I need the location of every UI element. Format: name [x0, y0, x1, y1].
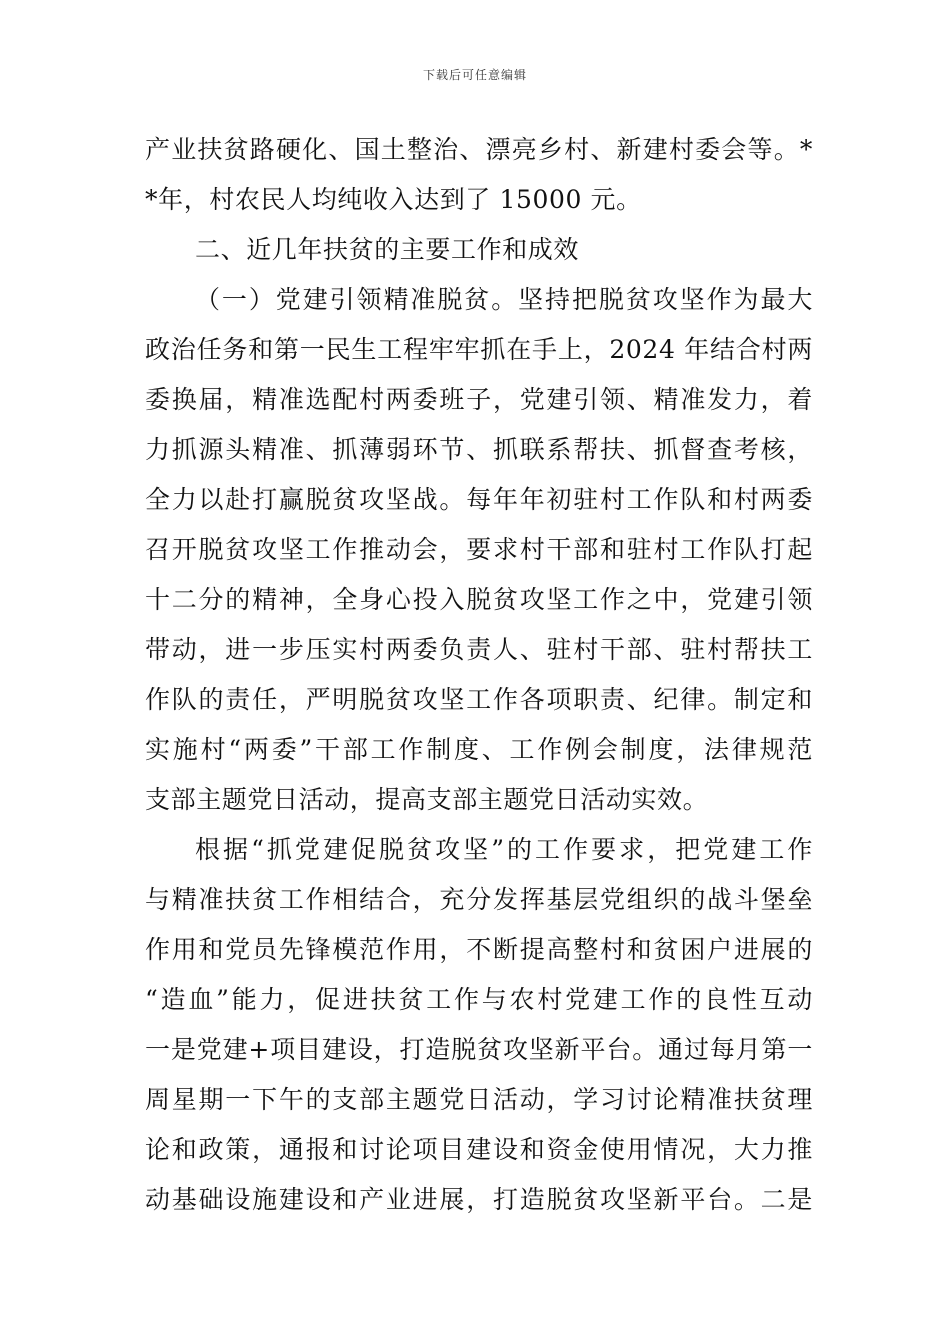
body-line-14: 支部主题党日活动，提高支部主题党日活动实效。 — [145, 785, 709, 814]
body-line-16: 与精准扶贫工作相结合，充分发挥基层党组织的战斗堡垒 — [145, 885, 813, 914]
body-line-7: 力抓源头精准、抓薄弱环节、抓联系帮扶、抓督查考核， — [145, 435, 813, 464]
body-line-12: 作队的责任，严明脱贫攻坚工作各项职责、纪律。制定和 — [145, 685, 813, 714]
body-line-9: 召开脱贫攻坚工作推动会，要求村干部和驻村工作队打起 — [145, 535, 813, 564]
body-line-22: 动基础设施建设和产业进展，打造脱贫攻坚新平台。二是 — [145, 1185, 813, 1214]
body-line-13: 实施村“两委”干部工作制度、工作例会制度，法律规范 — [145, 735, 813, 764]
body-line-4: （一）党建引领精准脱贫。坚持把脱贫攻坚作为最大 — [195, 285, 813, 314]
header-note: 下载后可任意编辑 — [422, 68, 527, 82]
body-line-6: 委换届，精准选配村两委班子，党建引领、精准发力，着 — [145, 385, 813, 414]
body-line-21: 论和政策，通报和讨论项目建设和资金使用情况，大力推 — [145, 1135, 813, 1164]
body-line-18: “造血”能力，促进扶贫工作与农村党建工作的良性互动 — [145, 985, 813, 1014]
body-line-10: 十二分的精神，全身心投入脱贫攻坚工作之中，党建引领 — [145, 585, 813, 614]
body-line-1: 产业扶贫路硬化、国土整治、漂亮乡村、新建村委会等。* — [145, 135, 813, 164]
body-line-17: 作用和党员先锋模范作用，不断提高整村和贫困户进展的 — [145, 935, 813, 964]
body-line-19: 一是党建+项目建设，打造脱贫攻坚新平台。通过每月第一 — [145, 1035, 813, 1064]
body-line-2: *年，村农民人均纯收入达到了 15000 元。 — [145, 185, 642, 214]
body-line-11: 带动，进一步压实村两委负责人、驻村干部、驻村帮扶工 — [145, 635, 813, 664]
section-heading: 二、近几年扶贫的主要工作和成效 — [195, 235, 580, 264]
body-line-8: 全力以赴打赢脱贫攻坚战。每年年初驻村工作队和村两委 — [145, 485, 813, 514]
body-line-20: 周星期一下午的支部主题党日活动，学习讨论精准扶贫理 — [145, 1085, 813, 1114]
body-line-15: 根据“抓党建促脱贫攻坚”的工作要求，把党建工作 — [195, 835, 813, 864]
body-line-5: 政治任务和第一民生工程牢牢抓在手上，2024 年结合村两 — [145, 335, 813, 364]
